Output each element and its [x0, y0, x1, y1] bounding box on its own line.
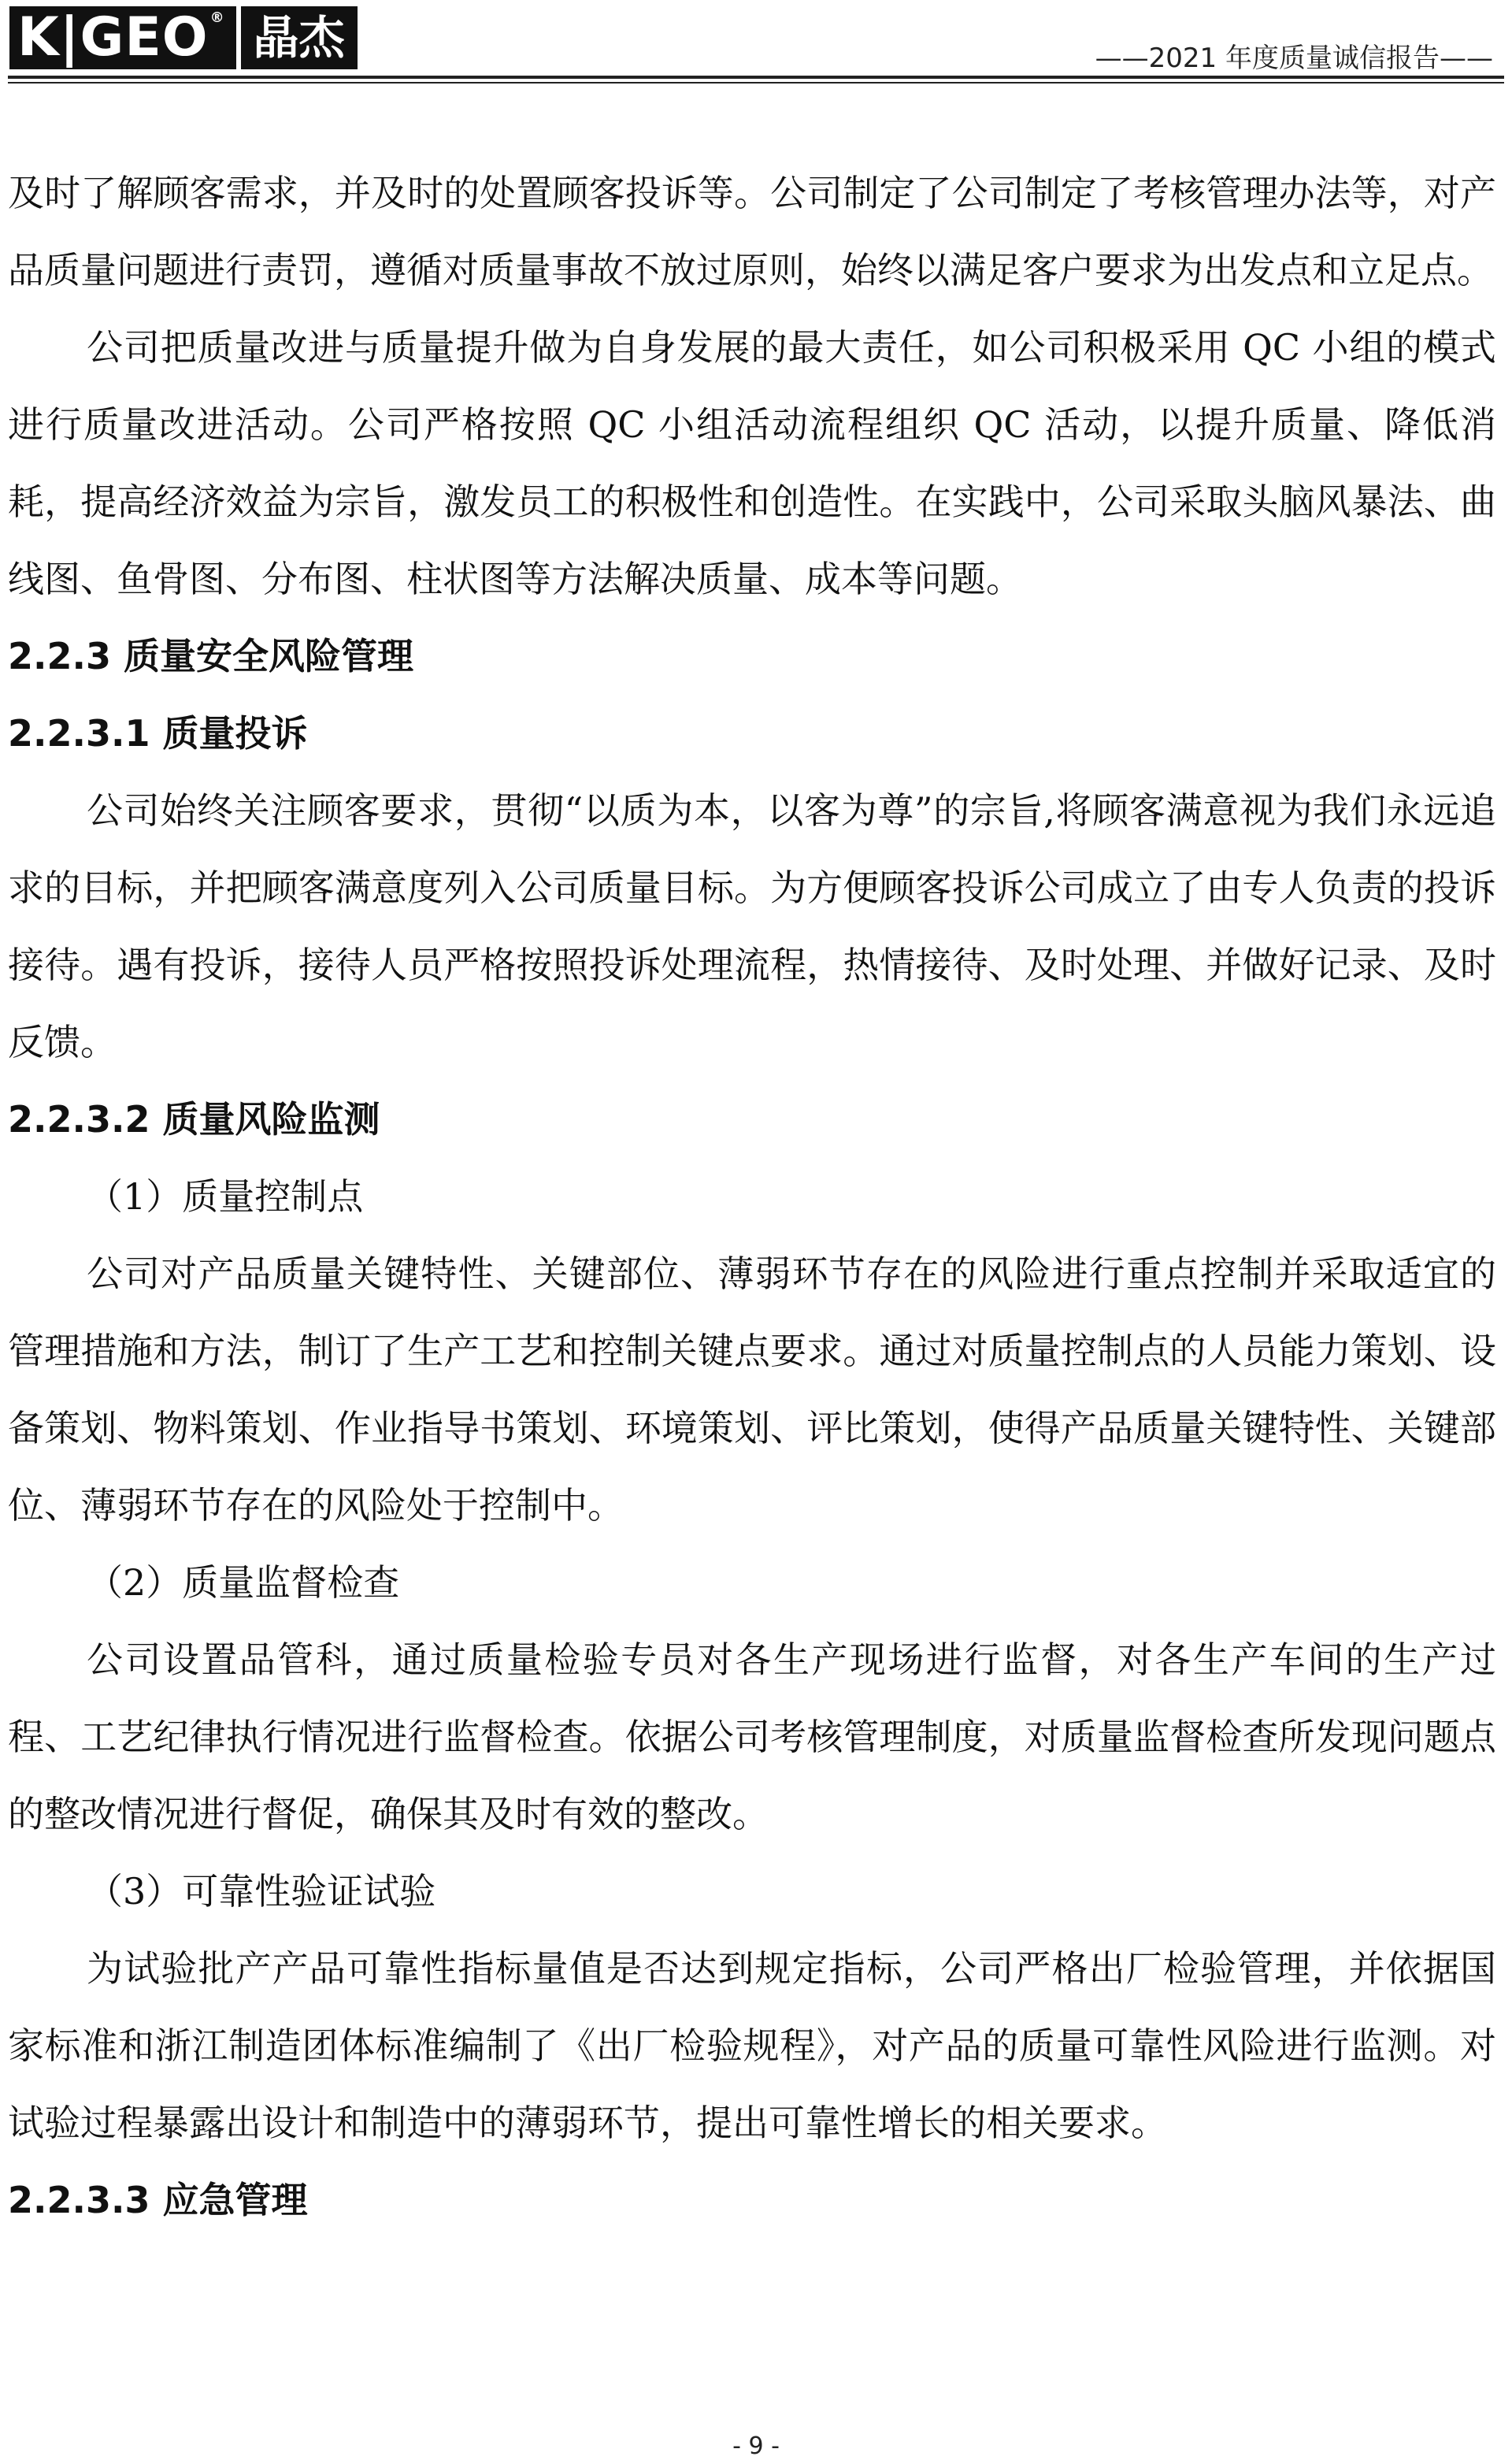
- header-rule-thin: [8, 82, 1504, 83]
- header-rule-thick: [8, 76, 1504, 79]
- company-logo: [9, 6, 358, 69]
- heading-2-2-3-3: 2.2.3.3 应急管理: [8, 2179, 308, 2221]
- logo-chinese: 晶杰: [241, 6, 358, 69]
- heading-2-2-3-2: 2.2.3.2 质量风险监测: [8, 1098, 380, 1141]
- paragraph-reliability: 为试验批产产品可靠性指标量值是否达到规定指标，公司严格出厂检验管理，并依据国家标准和浙江制造团体标准编制了《出厂检验规程》，对产品的质量可靠性风险进行监测。对试验过程暴露出设计和制造中的薄弱环节，提出可靠性增长的相关要求。: [8, 1947, 1496, 2144]
- paragraph-complaints: 公司始终关注顾客要求，贯彻“以质为本，以客为尊”的宗旨,将顾客满意视为我们永远追求的目标，并把顾客满意度列入公司质量目标。为方便顾客投诉公司成立了由专人负责的投诉接待。遇有投诉，接待人员严格按照投诉处理流程，热情接待、及时处理、并做好记录、及时反馈。: [8, 789, 1496, 1063]
- heading-2-2-3-1: 2.2.3.1 质量投诉: [8, 712, 308, 755]
- page-number: - 9 -: [732, 2432, 780, 2460]
- report-title: ——2021 年度质量诚信报告——: [1095, 43, 1493, 74]
- logo-english: K|GEO ®: [9, 6, 236, 69]
- list-item-supervision: （2）质量监督检查: [87, 1561, 400, 1604]
- document-body: [8, 154, 1496, 2239]
- list-item-reliability: （3）可靠性验证试验: [87, 1870, 436, 1913]
- paragraph-supervision: 公司设置品管科，通过质量检验专员对各生产现场进行监督，对各生产车间的生产过程、工艺纪律执行情况进行监督检查。依据公司考核管理制度，对质量监督检查所发现问题点的整改情况进行督促，确保其及时有效的整改。: [8, 1638, 1496, 1835]
- paragraph-continued: 及时了解顾客需求，并及时的处置顾客投诉等。公司制定了公司制定了考核管理办法等，对产品质量问题进行责罚，遵循对质量事故不放过原则，始终以满足客户要求为出发点和立足点。: [8, 172, 1496, 291]
- page-header: [0, 0, 1512, 79]
- list-item-control-points: （1）质量控制点: [87, 1175, 364, 1218]
- paragraph-qc-improvement: 公司把质量改进与质量提升做为自身发展的最大责任，如公司积极采用 QC 小组的模式进行质量改进活动。公司严格按照 QC 小组活动流程组织 QC 活动，以提升质量、降低消耗，提高经济效益为宗旨，激发员工的积极性和创造性。在实践中，公司采取头脑风暴法、曲线图、鱼骨图、分布图、柱状图等方法解决质量、成本等问题。: [8, 326, 1496, 600]
- paragraph-control-points: 公司对产品质量关键特性、关键部位、薄弱环节存在的风险进行重点控制并采取适宜的管理措施和方法，制订了生产工艺和控制关键点要求。通过对质量控制点的人员能力策划、设备策划、物料策划、作业指导书策划、环境策划、评比策划，使得产品质量关键特性、关键部位、薄弱环节存在的风险处于控制中。: [8, 1252, 1496, 1527]
- heading-2-2-3: 2.2.3 质量安全风险管理: [8, 635, 413, 677]
